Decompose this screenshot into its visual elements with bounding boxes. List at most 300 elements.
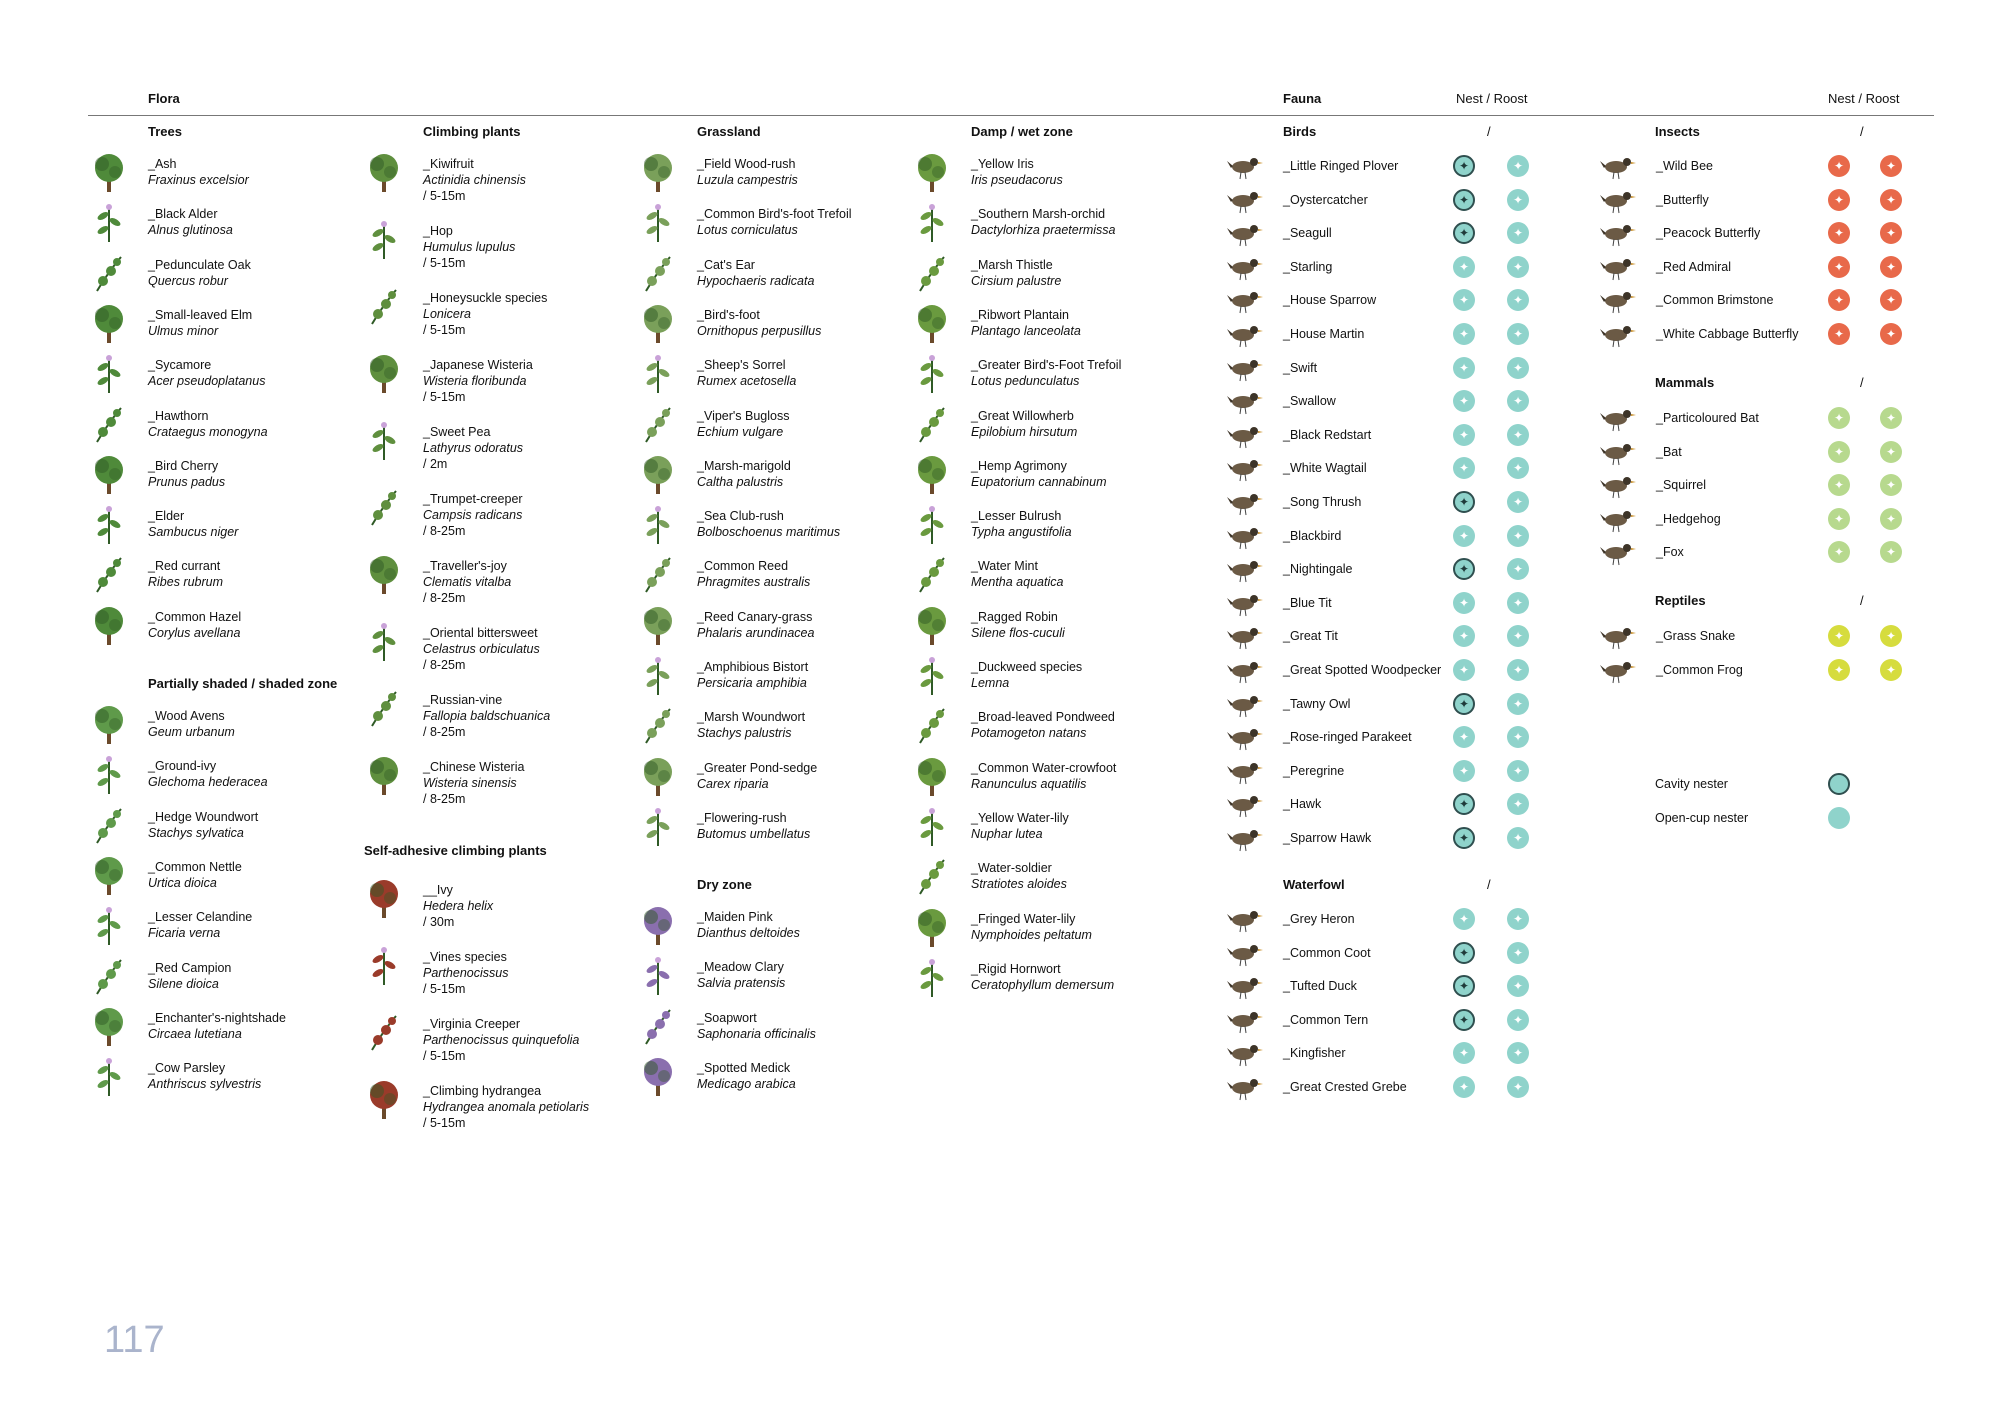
common-name: _Virginia Creeper — [423, 1017, 521, 1031]
common-name: _Hop — [423, 224, 453, 238]
silhouette-icon: ✦ — [1833, 293, 1845, 308]
latin-name: Carex riparia — [697, 776, 769, 791]
silhouette-icon: ✦ — [1458, 979, 1470, 994]
silhouette-icon: ✦ — [1512, 763, 1524, 778]
animal-name: _House Martin — [1283, 327, 1365, 341]
silhouette-icon: ✦ — [1885, 293, 1897, 308]
animal-name: _Bat — [1656, 444, 1682, 459]
animal-name: _Great Crested Grebe — [1283, 1080, 1407, 1094]
plant-illustration-icon — [637, 953, 679, 997]
animal-illustration-icon — [1596, 503, 1640, 535]
silhouette-icon: ✦ — [1512, 979, 1524, 994]
silhouette-icon: ✦ — [1512, 912, 1524, 926]
animal-illustration-icon — [1223, 721, 1267, 753]
plant-illustration-icon — [911, 703, 953, 747]
silhouette-icon: ✦ — [1512, 831, 1524, 845]
animal-illustration-icon — [1223, 1037, 1267, 1069]
animal-name: _Particoloured Bat — [1656, 411, 1759, 425]
animal-illustration-icon — [1596, 620, 1640, 652]
common-name: _Marsh-marigold — [697, 458, 791, 473]
silhouette-icon: ✦ — [1458, 1046, 1470, 1061]
latin-name: Crataegus monogyna — [148, 424, 268, 439]
roost-status-badge — [1507, 942, 1529, 964]
common-name: _Rigid Hornwort — [971, 961, 1061, 976]
section-title-grassland: Grassland — [697, 124, 761, 139]
page-number: 117 — [104, 1319, 165, 1361]
common-name: _Reed Canary-grass — [697, 609, 813, 624]
silhouette-icon: ✦ — [1458, 629, 1470, 644]
height-range: / 30m — [423, 915, 455, 929]
latin-name: Medicago arabica — [697, 1076, 796, 1091]
plant-illustration-icon — [911, 905, 953, 949]
silhouette-icon: ✦ — [1512, 293, 1524, 308]
common-name: _Red currant — [148, 559, 221, 574]
nest-status-badge — [1828, 222, 1850, 244]
silhouette-icon: ✦ — [1833, 662, 1845, 677]
common-name: _Viper's Bugloss — [697, 408, 790, 423]
climber-illustration-icon — [363, 619, 405, 663]
roost-status-badge — [1507, 491, 1529, 513]
common-name: _Oriental bittersweet — [423, 626, 538, 640]
tree-illustration-icon — [88, 402, 130, 446]
animal-name: _Peacock Butterfly — [1656, 226, 1761, 241]
height-range: / 8-25m — [423, 792, 466, 806]
common-name: _Climbing hydrangea — [423, 1084, 542, 1098]
common-name: _Southern Marsh-orchid — [971, 207, 1106, 222]
legend-open-dot — [1828, 807, 1850, 829]
roost-status-badge — [1507, 1042, 1529, 1064]
silhouette-icon: ✦ — [1833, 411, 1845, 425]
grass-illustration-icon — [637, 150, 679, 194]
grass-illustration-icon — [637, 452, 679, 496]
silhouette-icon: ✦ — [1458, 595, 1470, 610]
plant-illustration-icon — [88, 903, 130, 947]
section-title-shaded: Partially shaded / shaded zone — [148, 676, 338, 691]
height-range: / 8-25m — [423, 658, 466, 672]
animal-name: _Starling — [1283, 259, 1333, 274]
latin-name: Alnus glutinosa — [148, 223, 233, 238]
silhouette-icon: ✦ — [1458, 461, 1470, 476]
common-name: _Hawthorn — [148, 408, 209, 423]
roost-status-badge — [1880, 625, 1902, 647]
common-name: _Small-leaved Elm — [148, 307, 253, 322]
common-name: _Elder — [148, 509, 185, 524]
nest-status-badge — [1828, 625, 1850, 647]
plant-illustration-icon — [911, 452, 953, 496]
plant-illustration-icon — [88, 853, 130, 897]
animal-illustration-icon — [1223, 150, 1267, 182]
latin-name: Wisteria sinensis — [423, 776, 517, 790]
animal-name: _White Wagtail — [1283, 461, 1367, 476]
silhouette-icon: ✦ — [1458, 394, 1470, 409]
silhouette-icon: ✦ — [1458, 159, 1470, 173]
animal-illustration-icon — [1223, 755, 1267, 787]
latin-name: Ceratophyllum demersum — [971, 977, 1115, 992]
silhouette-icon: ✦ — [1458, 696, 1470, 711]
mammals-slash: / — [1860, 375, 1864, 390]
height-range: / 2m — [423, 457, 448, 471]
animal-name: _Swallow — [1283, 394, 1336, 409]
section-title-reptiles: Reptiles — [1655, 593, 1706, 608]
silhouette-icon: ✦ — [1512, 595, 1524, 610]
grass-illustration-icon — [637, 552, 679, 596]
latin-name: Dactylorhiza praetermissa — [971, 223, 1116, 238]
common-name: _Marsh Thistle — [971, 257, 1053, 272]
latin-name: Iris pseudacorus — [971, 173, 1063, 187]
latin-name: Stratiotes aloides — [971, 877, 1067, 892]
latin-name: Lonicera — [423, 307, 471, 321]
legend-open-label: Open-cup nester — [1655, 811, 1749, 825]
roost-status-badge — [1507, 659, 1529, 681]
silhouette-icon: ✦ — [1833, 511, 1845, 526]
nest-status-badge — [1828, 474, 1850, 496]
roost-status-badge — [1880, 659, 1902, 681]
animal-illustration-icon — [1596, 654, 1640, 686]
silhouette-icon: ✦ — [1458, 259, 1470, 274]
silhouette-icon: ✦ — [1512, 360, 1524, 375]
animal-name: _Butterfly — [1656, 192, 1709, 207]
silhouette-icon: ✦ — [1885, 629, 1897, 643]
common-name: _Hemp Agrimony — [971, 458, 1067, 473]
climber-illustration-icon — [363, 753, 405, 797]
climber-illustration-icon — [363, 1010, 405, 1054]
silhouette-icon: ✦ — [1458, 763, 1470, 778]
animal-illustration-icon — [1596, 217, 1640, 249]
animal-name: _Kingfisher — [1283, 1046, 1346, 1061]
latin-name: Lotus pedunculatus — [971, 374, 1080, 389]
nest-status-badge — [1453, 793, 1475, 815]
silhouette-icon: ✦ — [1512, 159, 1524, 173]
nest-status-badge — [1453, 659, 1475, 681]
animal-name: _House Sparrow — [1283, 293, 1377, 308]
common-name: _Maiden Pink — [697, 910, 773, 924]
silhouette-icon: ✦ — [1458, 730, 1470, 745]
silhouette-icon: ✦ — [1833, 327, 1845, 341]
legend-cavity-label: Cavity nester — [1655, 777, 1728, 791]
nest-status-badge — [1453, 222, 1475, 244]
animal-illustration-icon — [1223, 1071, 1267, 1103]
plant-illustration-icon — [911, 955, 953, 999]
height-range: / 8-25m — [423, 591, 466, 605]
roost-status-badge — [1507, 908, 1529, 930]
common-name: _Water-soldier — [971, 861, 1052, 876]
common-name: _Marsh Woundwort — [697, 710, 806, 725]
common-name: _Japanese Wisteria — [423, 358, 533, 372]
latin-name: Mentha aquatica — [971, 575, 1064, 590]
latin-name: Parthenocissus quinquefolia — [423, 1033, 580, 1047]
common-name: _Sweet Pea — [423, 425, 491, 439]
roost-status-badge — [1880, 189, 1902, 211]
animal-name: _Oystercatcher — [1283, 192, 1368, 207]
plant-illustration-icon — [911, 301, 953, 345]
silhouette-icon: ✦ — [1512, 259, 1524, 274]
latin-name: Hydrangea anomala petiolaris — [423, 1100, 590, 1114]
common-name: _Common Nettle — [148, 859, 242, 874]
silhouette-icon: ✦ — [1458, 1080, 1470, 1094]
silhouette-icon: ✦ — [1833, 629, 1845, 643]
latin-name: Actinidia chinensis — [423, 173, 526, 187]
animal-illustration-icon — [1596, 184, 1640, 216]
section-title-dry: Dry zone — [697, 877, 752, 892]
common-name: _Field Wood-rush — [697, 157, 796, 171]
animal-name: _Song Thrush — [1283, 495, 1362, 509]
silhouette-icon: ✦ — [1885, 545, 1897, 560]
roost-status-badge — [1880, 289, 1902, 311]
common-name: _Common Reed — [697, 559, 789, 574]
silhouette-icon: ✦ — [1458, 663, 1470, 677]
common-name: _Ground-ivy — [148, 759, 217, 774]
latin-name: Phalaris arundinacea — [697, 625, 815, 640]
nest-status-badge — [1828, 541, 1850, 563]
common-name: _Ragged Robin — [971, 609, 1058, 624]
common-name: _Lesser Bulrush — [971, 509, 1062, 524]
nest-status-badge — [1453, 908, 1475, 930]
section-title-climbing: Climbing plants — [423, 124, 521, 139]
grass-illustration-icon — [637, 703, 679, 747]
silhouette-icon: ✦ — [1512, 797, 1524, 812]
animal-illustration-icon — [1223, 486, 1267, 518]
latin-name: Anthriscus sylvestris — [148, 1077, 262, 1092]
animal-name: _Common Brimstone — [1656, 293, 1774, 308]
common-name: _Cat's Ear — [697, 257, 755, 272]
climber-illustration-icon — [363, 943, 405, 987]
tree-illustration-icon — [88, 301, 130, 345]
animal-name: _Red Admiral — [1656, 259, 1732, 274]
animal-illustration-icon — [1223, 620, 1267, 652]
common-name: _Soapwort — [697, 1010, 757, 1025]
latin-name: Echium vulgare — [697, 424, 784, 439]
latin-name: Hypochaeris radicata — [697, 273, 815, 288]
roost-status-badge — [1507, 390, 1529, 412]
silhouette-icon: ✦ — [1833, 259, 1845, 274]
nest-status-badge — [1453, 975, 1475, 997]
latin-name: Eupatorium cannabinum — [971, 474, 1107, 489]
reptiles-slash: / — [1860, 593, 1864, 608]
latin-name: Silene flos-cuculi — [971, 625, 1065, 640]
height-range: / 8-25m — [423, 524, 466, 538]
latin-name: Wisteria floribunda — [423, 374, 527, 388]
roost-status-badge — [1880, 407, 1902, 429]
plant-illustration-icon — [637, 1004, 679, 1048]
roost-status-badge — [1507, 726, 1529, 748]
animal-name: _Tufted Duck — [1283, 979, 1357, 994]
latin-name: Lemna — [971, 676, 1010, 690]
nest-status-badge — [1453, 525, 1475, 547]
tree-illustration-icon — [88, 552, 130, 596]
silhouette-icon: ✦ — [1512, 394, 1524, 409]
animal-illustration-icon — [1223, 903, 1267, 935]
common-name: _Ribwort Plantain — [971, 307, 1069, 322]
animal-name: _Swift — [1283, 360, 1318, 375]
latin-name: Ranunculus aquatilis — [971, 776, 1087, 791]
nest-roost-header-1: Nest / Roost — [1456, 91, 1528, 106]
plant-illustration-icon — [911, 552, 953, 596]
plant-illustration-icon — [911, 200, 953, 244]
latin-name: Parthenocissus — [423, 966, 509, 980]
grass-illustration-icon — [637, 603, 679, 647]
common-name: _Greater Bird's-Foot Trefoil — [971, 358, 1122, 373]
roost-status-badge — [1880, 441, 1902, 463]
nest-status-badge — [1828, 659, 1850, 681]
climber-illustration-icon — [363, 418, 405, 462]
animal-name: _Common Coot — [1283, 945, 1371, 960]
height-range: / 5-15m — [423, 256, 466, 270]
roost-status-badge — [1507, 357, 1529, 379]
latin-name: Glechoma hederacea — [148, 775, 268, 790]
latin-name: Clematis vitalba — [423, 575, 512, 589]
nest-roost-header-2: Nest / Roost — [1828, 91, 1900, 106]
latin-name: Salvia pratensis — [697, 976, 786, 991]
silhouette-icon: ✦ — [1885, 226, 1897, 241]
roost-status-badge — [1880, 222, 1902, 244]
plant-illustration-icon — [911, 754, 953, 798]
section-title-trees: Trees — [148, 124, 182, 139]
nest-status-badge — [1453, 693, 1475, 715]
common-name: _Cow Parsley — [148, 1061, 226, 1076]
nest-status-badge — [1828, 441, 1850, 463]
latin-name: Ornithopus perpusillus — [697, 323, 822, 338]
plant-illustration-icon — [911, 854, 953, 898]
common-name: _Duckweed species — [971, 660, 1083, 674]
silhouette-icon: ✦ — [1512, 1080, 1524, 1094]
latin-name: Dianthus deltoides — [697, 926, 800, 940]
silhouette-icon: ✦ — [1833, 226, 1845, 241]
section-title-birds: Birds — [1283, 124, 1317, 139]
latin-name: Typha angustifolia — [971, 525, 1072, 540]
height-range: / 5-15m — [423, 189, 466, 203]
nest-status-badge — [1453, 760, 1475, 782]
climber-illustration-icon — [363, 1077, 405, 1121]
animal-name: _Common Tern — [1283, 1012, 1369, 1027]
animal-name: _Wild Bee — [1656, 159, 1713, 173]
animal-illustration-icon — [1223, 452, 1267, 484]
roost-status-badge — [1507, 525, 1529, 547]
roost-status-badge — [1507, 323, 1529, 345]
birds-slash: / — [1487, 124, 1491, 139]
silhouette-icon: ✦ — [1512, 1046, 1524, 1061]
common-name: _Yellow Iris — [971, 157, 1034, 171]
latin-name: Lathyrus odoratus — [423, 441, 524, 455]
nest-status-badge — [1453, 942, 1475, 964]
common-name: _Bird Cherry — [148, 458, 219, 473]
nest-status-badge — [1453, 155, 1475, 177]
nest-status-badge — [1453, 726, 1475, 748]
animal-illustration-icon — [1223, 284, 1267, 316]
latin-name: Sambucus niger — [148, 525, 239, 540]
common-name: _Spotted Medick — [697, 1060, 791, 1075]
latin-name: Stachys palustris — [697, 726, 792, 741]
animal-name: _Sparrow Hawk — [1283, 831, 1372, 845]
common-name: _Flowering-rush — [697, 810, 787, 825]
latin-name: Lotus corniculatus — [697, 223, 798, 238]
silhouette-icon: ✦ — [1885, 327, 1897, 341]
animal-name: _Seagull — [1283, 226, 1332, 241]
nest-status-badge — [1453, 827, 1475, 849]
plant-illustration-icon — [911, 251, 953, 295]
common-name: _Sycamore — [148, 358, 212, 373]
animal-illustration-icon — [1596, 536, 1640, 568]
animal-illustration-icon — [1223, 822, 1267, 854]
animal-name: _Grass Snake — [1656, 629, 1736, 643]
tree-illustration-icon — [88, 603, 130, 647]
insects-slash: / — [1860, 124, 1864, 139]
grass-illustration-icon — [637, 251, 679, 295]
nest-status-badge — [1453, 323, 1475, 345]
flora-header: Flora — [148, 91, 180, 106]
tree-illustration-icon — [88, 150, 130, 194]
common-name: _Kiwifruit — [423, 157, 474, 171]
latin-name: Luzula campestris — [697, 173, 798, 187]
animal-illustration-icon — [1223, 937, 1267, 969]
fauna-header: Fauna — [1283, 91, 1322, 106]
nest-status-badge — [1453, 1076, 1475, 1098]
plant-illustration-icon — [88, 1054, 130, 1098]
animal-name: _Peregrine — [1283, 763, 1345, 778]
roost-status-badge — [1507, 793, 1529, 815]
latin-name: Saphonaria officinalis — [697, 1026, 816, 1041]
waterfowl-slash: / — [1487, 877, 1491, 892]
silhouette-icon: ✦ — [1885, 159, 1897, 173]
common-name: _Chinese Wisteria — [423, 760, 525, 774]
roost-status-badge — [1507, 256, 1529, 278]
common-name: _Common Hazel — [148, 609, 242, 624]
latin-name: Quercus robur — [148, 273, 228, 288]
roost-status-badge — [1880, 323, 1902, 345]
latin-name: Phragmites australis — [697, 575, 811, 590]
climber-illustration-icon — [363, 876, 405, 920]
height-range: / 5-15m — [423, 1116, 466, 1130]
common-name: _Fringed Water-lily — [971, 911, 1076, 926]
plant-illustration-icon — [88, 954, 130, 998]
animal-illustration-icon — [1596, 251, 1640, 283]
common-name: _Honeysuckle species — [423, 291, 548, 305]
latin-name: Epilobium hirsutum — [971, 424, 1078, 439]
latin-name: Caltha palustris — [697, 474, 784, 489]
latin-name: Persicaria amphibia — [697, 676, 807, 690]
latin-name: Plantago lanceolata — [971, 323, 1081, 338]
latin-name: Butomus umbellatus — [697, 826, 811, 841]
section-title-waterfowl: Waterfowl — [1283, 877, 1345, 892]
roost-status-badge — [1507, 592, 1529, 614]
plant-illustration-icon — [911, 603, 953, 647]
latin-name: Bolboschoenus maritimus — [697, 525, 841, 540]
roost-status-badge — [1880, 474, 1902, 496]
tree-illustration-icon — [88, 251, 130, 295]
silhouette-icon: ✦ — [1512, 461, 1524, 476]
section-title-insects: Insects — [1655, 124, 1700, 139]
common-name: _Greater Pond-sedge — [697, 760, 818, 775]
silhouette-icon: ✦ — [1458, 831, 1470, 845]
animal-name: _Hawk — [1283, 797, 1322, 812]
silhouette-icon: ✦ — [1833, 478, 1845, 493]
plant-illustration-icon — [637, 903, 679, 947]
roost-status-badge — [1507, 189, 1529, 211]
nest-status-badge — [1453, 424, 1475, 446]
grass-illustration-icon — [637, 653, 679, 697]
common-name: _Great Willowherb — [971, 408, 1074, 423]
grass-illustration-icon — [637, 754, 679, 798]
tree-illustration-icon — [88, 351, 130, 395]
animal-illustration-icon — [1223, 217, 1267, 249]
animal-name: _Nightingale — [1283, 562, 1353, 577]
animal-illustration-icon — [1223, 788, 1267, 820]
animal-illustration-icon — [1596, 469, 1640, 501]
common-name: __Ivy — [423, 883, 453, 897]
plant-illustration-icon — [911, 402, 953, 446]
latin-name: Silene dioica — [148, 976, 219, 991]
roost-status-badge — [1507, 625, 1529, 647]
silhouette-icon: ✦ — [1885, 444, 1897, 459]
